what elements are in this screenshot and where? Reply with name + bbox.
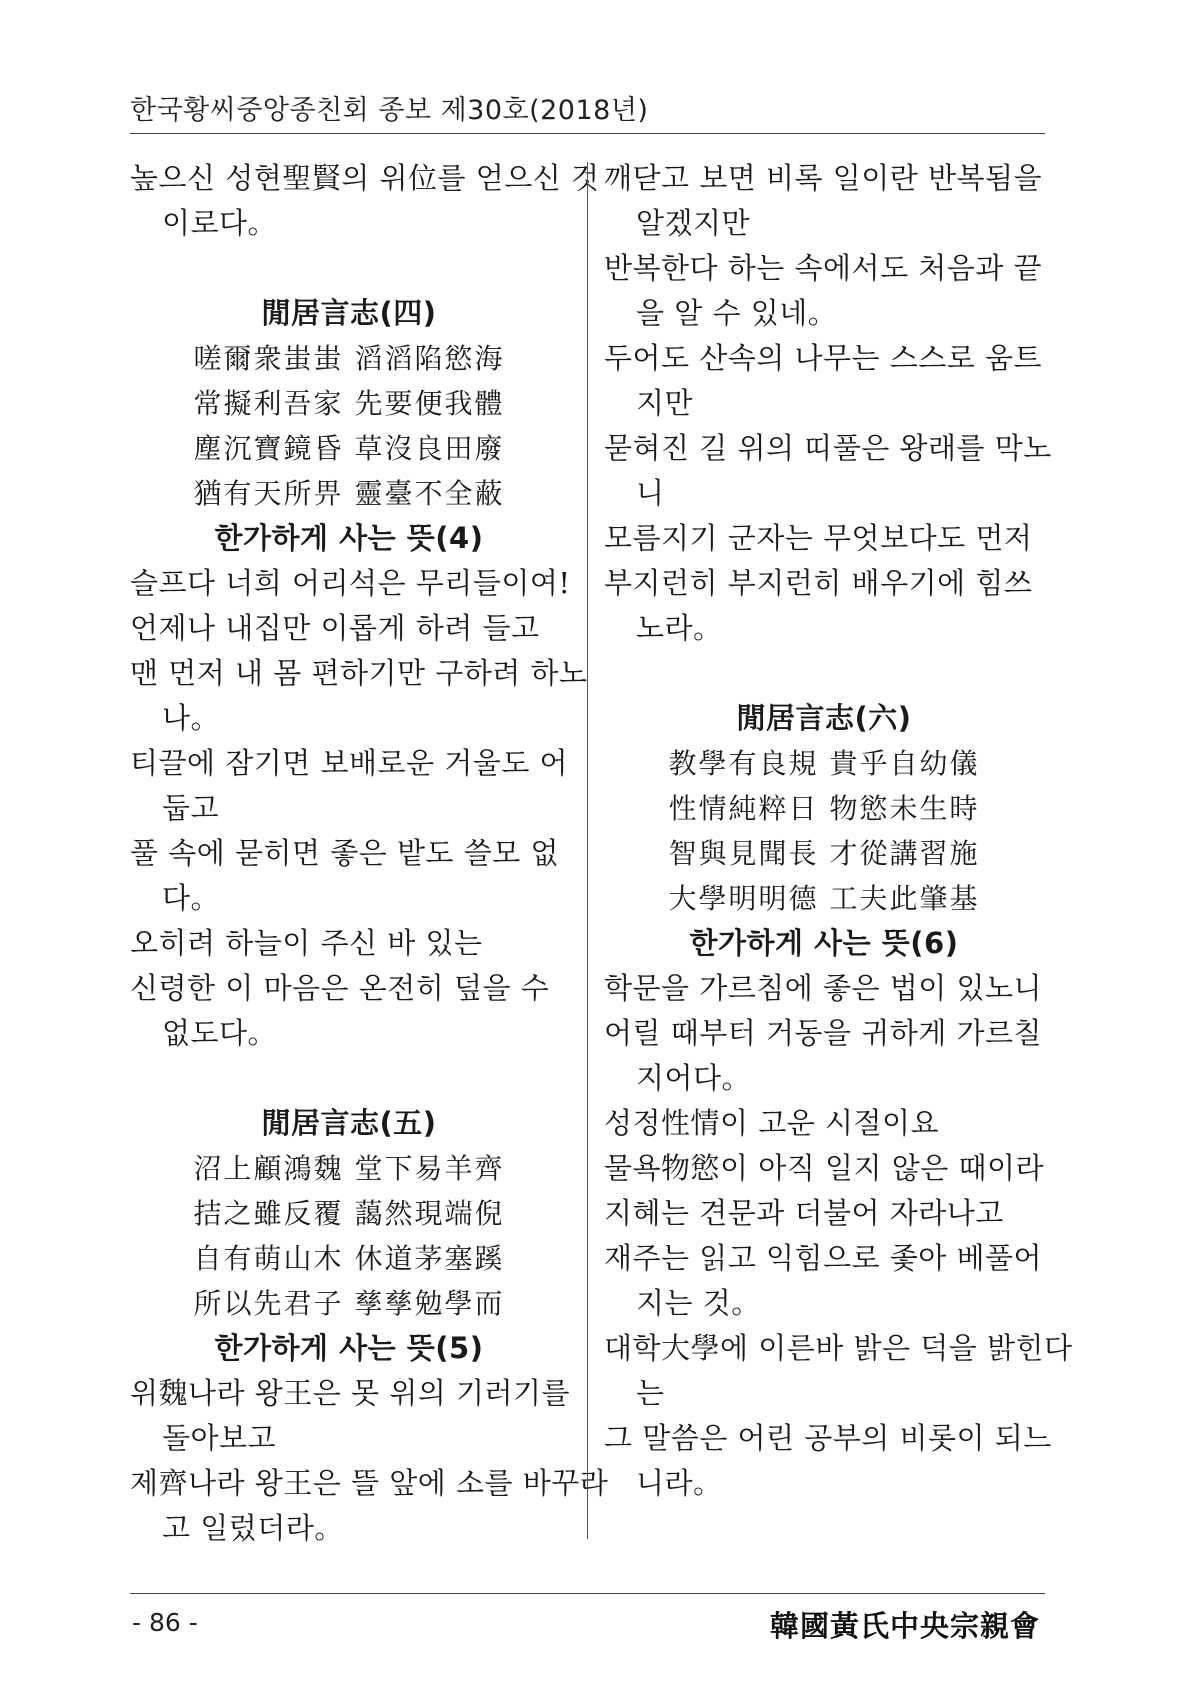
section-title: 閒居言志(六) — [736, 701, 912, 735]
text-line: 슬프다 너희 어리석은 무리들이여! — [130, 566, 571, 600]
page-header: 한국황씨중앙종친회 종보 제30호(2018년) — [130, 95, 649, 126]
organization-name: 韓國黃氏中央宗親會 — [769, 1609, 1040, 1643]
text-line-continuation: 알겠지만 — [636, 206, 751, 240]
text-line-continuation: 지어다。 — [636, 1061, 752, 1095]
left-column — [130, 156, 609, 1551]
text-line: 물욕物慾이 아직 일지 않은 때이라 — [604, 1151, 1045, 1185]
text-line-continuation: 지는 것。 — [636, 1286, 761, 1320]
page-number: - 86 - — [132, 1608, 198, 1637]
right-column — [604, 156, 1073, 1506]
text-line: 어릴 때부터 거동을 귀하게 가르칠 — [604, 1016, 1043, 1050]
text-line-continuation: 을 알 수 있네。 — [636, 296, 838, 330]
poem-line: 性情純粹日 物慾未生時 — [668, 792, 980, 825]
text-line: 티끌에 잠기면 보배로운 거울도 어 — [130, 746, 569, 780]
section-title: 한가하게 사는 뜻(6) — [689, 926, 959, 960]
text-line-continuation: 돌아보고 — [162, 1421, 277, 1455]
text-line: 제齊나라 왕王은 뜰 앞에 소를 바꾸라 — [130, 1466, 609, 1500]
text-line: 묻혀진 길 위의 띠풀은 왕래를 막노 — [604, 431, 1052, 465]
text-line-continuation: 나。 — [162, 701, 221, 735]
text-line: 성정性情이 고운 시절이요 — [604, 1106, 940, 1140]
header-rule — [130, 133, 1045, 134]
poem-line: 沼上顧鴻魏 堂下易羊齊 — [193, 1152, 505, 1185]
text-line-continuation: 노라。 — [636, 611, 723, 645]
text-line: 반복한다 하는 속에서도 처음과 끝 — [604, 251, 1043, 285]
poem-line: 塵沉寶鏡昏 草沒良田廢 — [193, 432, 505, 465]
poem-line: 自有萌山木 休道茅塞蹊 — [193, 1242, 505, 1275]
poem-line: 猶有天所畀 靈臺不全蔽 — [193, 477, 505, 510]
text-line-continuation: 니라。 — [636, 1466, 723, 1500]
text-line: 대학大學에 이른바 밝은 덕을 밝힌다 — [604, 1331, 1073, 1365]
poem-line: 常擬利吾家 先要便我體 — [193, 387, 505, 420]
spacer — [130, 246, 568, 291]
text-line: 모름지기 군자는 무엇보다도 먼저 — [604, 521, 1033, 555]
text-line: 위魏나라 왕王은 못 위의 기러기를 — [130, 1376, 571, 1410]
text-line: 신령한 이 마음은 온전히 덮을 수 — [130, 971, 550, 1005]
poem-line: 教學有良規 貴乎自幼儀 — [668, 747, 980, 780]
text-line: 맨 먼저 내 몸 편하기만 구하려 하노 — [130, 656, 588, 690]
poem-line: 大學明明德 工夫此肇基 — [668, 882, 980, 915]
text-line-continuation: 는 — [636, 1376, 665, 1410]
text-line: 오히려 하늘이 주신 바 있는 — [130, 926, 483, 960]
footer-rule — [130, 1593, 1045, 1594]
text-line: 높으신 성현聖賢의 위位를 얻으신 것 — [130, 161, 600, 195]
text-line-continuation: 지만 — [636, 386, 694, 420]
text-line-continuation: 니 — [636, 476, 665, 510]
text-line: 부지런히 부지런히 배우기에 힘쓰 — [604, 566, 1033, 600]
section-title: 閒居言志(四) — [261, 296, 437, 330]
text-line: 지혜는 견문과 더불어 자라나고 — [604, 1196, 1004, 1230]
text-line: 풀 속에 묻히면 좋은 밭도 쓸모 없 — [130, 836, 559, 870]
text-line: 두어도 산속의 나무는 스스로 움트 — [604, 341, 1043, 375]
text-line-continuation: 고 일렀더라。 — [162, 1511, 344, 1545]
section-title: 閒居言志(五) — [261, 1106, 437, 1140]
text-line: 깨닫고 보면 비록 일이란 반복됨을 — [604, 161, 1043, 195]
poem-line: 智與見聞長 才從講習施 — [668, 837, 980, 870]
text-line-continuation: 없도다。 — [162, 1016, 278, 1050]
text-line: 학문을 가르침에 좋은 법이 있노니 — [604, 971, 1043, 1005]
text-line: 재주는 읽고 익힘으로 좇아 베풀어 — [604, 1241, 1043, 1275]
text-line-continuation: 둡고 — [162, 791, 220, 825]
spacer — [604, 651, 1044, 696]
text-line-continuation: 이로다。 — [162, 206, 278, 240]
spacer — [130, 1056, 568, 1101]
column-divider — [587, 162, 588, 1539]
poem-line: 拮之雖反覆 藹然現端倪 — [193, 1197, 505, 1230]
poem-line: 所以先君子 孳孳勉學而 — [193, 1287, 505, 1320]
section-title: 한가하게 사는 뜻(4) — [214, 521, 484, 555]
text-line: 언제나 내집만 이롭게 하려 들고 — [130, 611, 540, 645]
poem-line: 嗟爾衆蚩蚩 滔滔陷慾海 — [193, 342, 505, 375]
section-title: 한가하게 사는 뜻(5) — [214, 1331, 484, 1365]
text-line-continuation: 다。 — [162, 881, 221, 915]
text-line: 그 말씀은 어린 공부의 비롯이 되느 — [604, 1421, 1052, 1455]
